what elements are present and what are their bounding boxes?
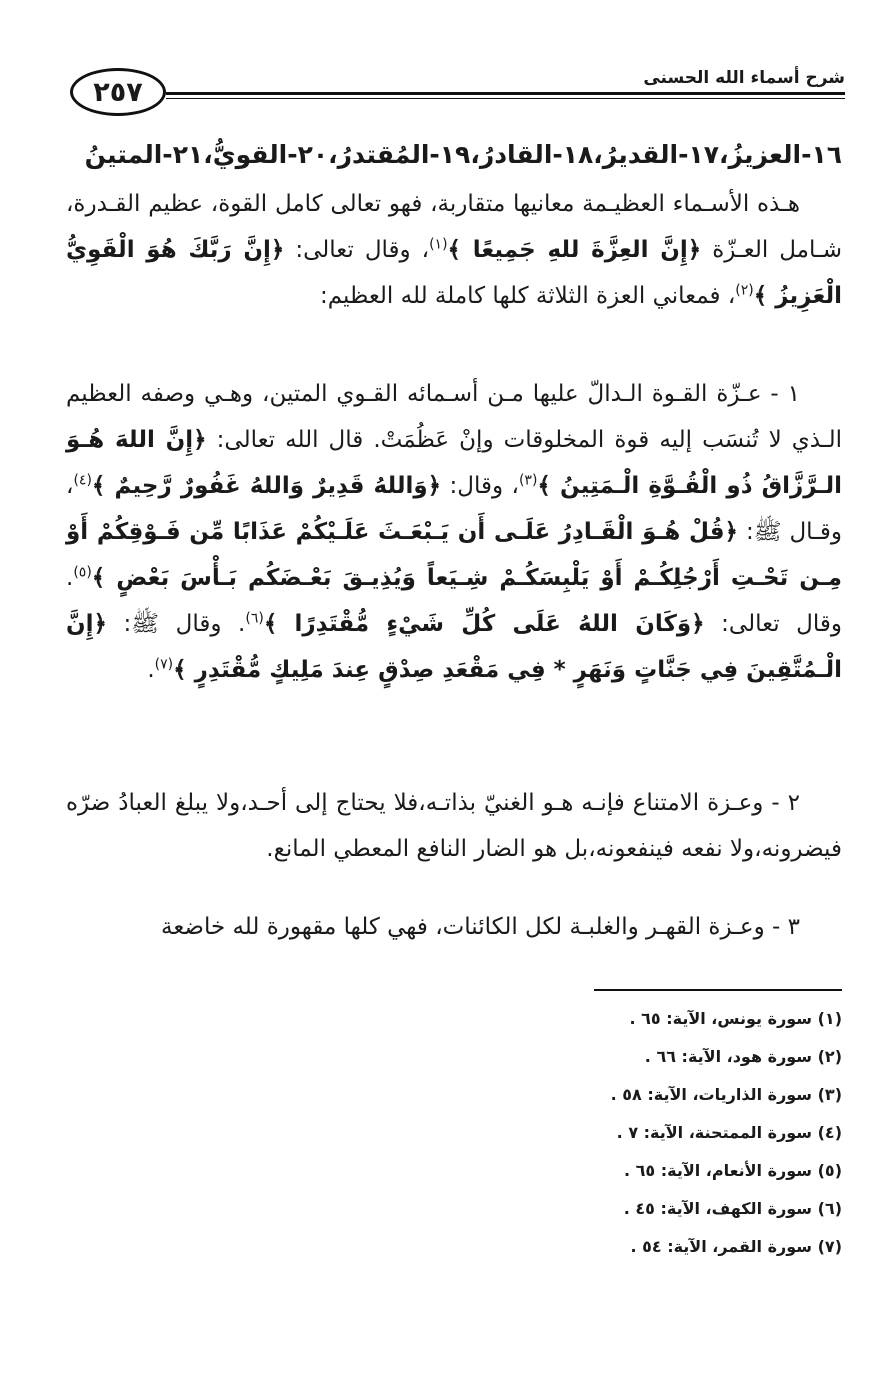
- paragraph-intro: [66, 181, 842, 319]
- footnote: (١) سورة يونس، الآية: ٦٥ .: [629, 1009, 842, 1028]
- footnote: (٢) سورة هود، الآية: ٦٦ .: [644, 1047, 842, 1066]
- paragraph-strength: [66, 371, 842, 693]
- footnote: (٧) سورة القمر، الآية: ٥٤ .: [630, 1237, 842, 1256]
- quran-verse: ﴿قُلْ هُـوَ الْقَـادِرُ عَلَـى أَن يَـبْعَـثَ عَلَـيْكُمْ عَذَابًا مِّن فَـوْقِكُمْ أَوْ مِـن تَحْـتِ أَرْجُلِكُـمْ أَوْ يَلْبِسَكُـمْ شِـيَعاً وَيُذِيـقَ بَعْـضَكُم بَـأْسَ بَعْضٍ ﴾: [66, 519, 842, 591]
- running-header: [70, 66, 845, 126]
- paragraph-text: .: [147, 657, 155, 683]
- section-heading: ١٦-العزيزُ،١٧-القديرُ،١٨-القادرُ،١٩-المُقتدرُ،٢٠-القويُّ،٢١-المتينُ: [84, 140, 842, 169]
- footnote-ref: (٧): [154, 656, 174, 673]
- paragraph-text: ، وقـال ﷺ:: [66, 473, 843, 545]
- paragraph-text: ١ - عـزّة القـوة الـدالّ عليها مـن أسـمائه القـوي المتين، وهـي وصفه العظيم الـذي لا تُنسَب إليه قوة المخلوقات وإنْ عَظُمَتْ. قال الله تعالى:: [66, 381, 842, 453]
- book-title: شرح أسماء الله الحسنى: [643, 68, 845, 88]
- footnote: (٥) سورة الأنعام، الآية: ٦٥ .: [623, 1161, 842, 1180]
- quran-verse: ﴿إِنَّ الْـمُتَّقِينَ فِي جَنَّاتٍ وَنَهَرٍ * فِي مَقْعَدِ صِدْقٍ عِندَ مَلِيكٍ مُّقْتَدِرٍ ﴾: [66, 611, 842, 683]
- quran-verse: ﴿إِنَّ رَبَّكَ هُوَ الْقَوِيُّ الْعَزِيزُ ﴾: [66, 237, 842, 309]
- footnote: (٣) سورة الذاريات، الآية: ٥٨ .: [610, 1085, 842, 1104]
- quran-verse: ﴿إِنَّ العِزَّةَ للهِ جَمِيعًا ﴾: [447, 237, 702, 263]
- page-number: ٢٥٧: [70, 68, 166, 116]
- footnotes: [400, 1000, 842, 1266]
- footnote-rule: [594, 989, 842, 991]
- footnote-ref: (٦): [245, 610, 264, 627]
- quran-verse: ﴿وَكَانَ اللهُ عَلَى كُلِّ شَيْءٍ مُّقْتَدِرًا ﴾: [263, 611, 705, 637]
- footnote-ref: (٣): [518, 472, 538, 489]
- footnote-ref: (٥): [73, 564, 92, 581]
- paragraph-dominance: ٣ - وعـزة القهـر والغلبـة لكل الكائنات، فهي كلها مقهورة لله خاضعة: [160, 914, 800, 940]
- header-rule: [166, 92, 845, 99]
- paragraph-text: ، وقال تعالى:: [284, 237, 430, 263]
- footnote-ref: (٢): [735, 282, 754, 299]
- footnote-ref: (١): [429, 236, 448, 253]
- paragraph-text: هـذه الأسـماء العظيـمة معانيها متقاربة، فهو تعالى كامل القوة، عظيم القـدرة، شـامل العـزّة: [66, 191, 842, 263]
- paragraph-text: ، وقال:: [441, 473, 519, 499]
- footnote: (٤) سورة الممتحنة، الآية: ٧ .: [616, 1123, 842, 1142]
- quran-verse: ﴿وَاللهُ قَدِيرٌ وَاللهُ غَفُورٌ رَّحِيمٌ ﴾: [91, 473, 442, 499]
- quran-verse: ﴿إِنَّ اللهَ هُـوَ الـرَّزَّاقُ ذُو الْقُـوَّةِ الْـمَتِينُ ﴾: [66, 427, 842, 499]
- paragraph-text: . وقال ﷺ:: [107, 611, 246, 637]
- paragraph-independence: ٢ - وعـزة الامتناع فإنـه هـو الغنيّ بذاتـه،فلا يحتاج إلى أحـد،ولا يبلغ العبادُ ضرّه فيضرونه،ولا نفعه فينفعونه،بل هو الضار النافع المعطي المانع.: [66, 790, 842, 862]
- footnote-ref: (٤): [73, 472, 92, 489]
- footnote: (٦) سورة الكهف، الآية: ٤٥ .: [623, 1199, 842, 1218]
- paragraph-text: . وقال تعالى:: [66, 565, 842, 637]
- paragraph-text: ، فمعاني العزة الثلاثة كلها كاملة لله العظيم:: [319, 283, 736, 309]
